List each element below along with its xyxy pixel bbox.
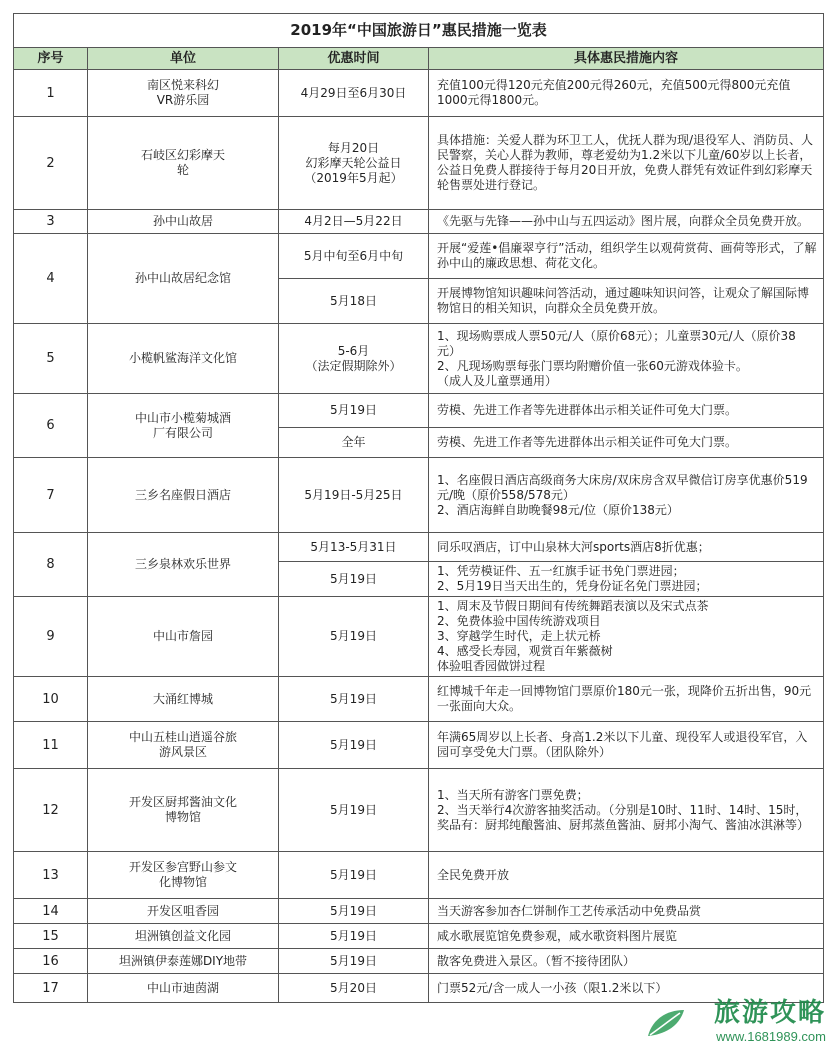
table-row xyxy=(14,533,824,562)
cell-detail: 咸水歌展览馆免费参观，咸水歌资料图片展览 xyxy=(429,924,824,949)
cell-detail: 充值100元得120元充值200元得260元，充值500元得800元充值1000元得1800元。 xyxy=(429,70,824,117)
cell-time: 5月19日 xyxy=(279,769,429,852)
cell-detail: 当天游客参加杏仁饼制作工艺传承活动中免费品赏 xyxy=(429,899,824,924)
cell-no: 3 xyxy=(14,210,88,234)
cell-unit: 开发区厨邦酱油文化 博物馆 xyxy=(88,769,279,852)
cell-time: 5月19日 xyxy=(279,899,429,924)
cell-unit: 南区悦来科幻 VR游乐园 xyxy=(88,70,279,117)
cell-detail: 1、当天所有游客门票免费； 2、当天举行4次游客抽奖活动。（分别是10时、11时、14时、15时，奖品有：厨邦纯酿酱油、厨邦蒸鱼酱油、厨邦小淘气、酱油冰淇淋等） xyxy=(429,769,824,852)
table-row xyxy=(14,324,824,394)
cell-no: 15 xyxy=(14,924,88,949)
cell-detail: 1、凭劳模证件、五一红旗手证书免门票进园； 2、5月19日当天出生的，凭身份证名免门票进园； xyxy=(429,562,824,597)
cell-unit: 大涌红博城 xyxy=(88,677,279,722)
cell-unit: 孙中山故居 xyxy=(88,210,279,234)
header-detail: 具体惠民措施内容 xyxy=(429,48,824,70)
policy-table-frame xyxy=(13,13,823,1003)
cell-time: 5月18日 xyxy=(279,279,429,324)
cell-unit: 中山市迪茵湖 xyxy=(88,974,279,1003)
table-row xyxy=(14,234,824,279)
cell-unit: 坦洲镇创益文化园 xyxy=(88,924,279,949)
cell-time: 5月19日 xyxy=(279,722,429,769)
cell-time: 5月19日 xyxy=(279,597,429,677)
watermark-title: 旅游攻略 xyxy=(713,998,826,1028)
cell-time: 5月19日 xyxy=(279,924,429,949)
cell-no: 2 xyxy=(14,117,88,210)
cell-time: 5月中旬至6月中旬 xyxy=(279,234,429,279)
cell-detail: 劳模、先进工作者等先进群体出示相关证件可免大门票。 xyxy=(429,394,824,428)
cell-time: 5月19日 xyxy=(279,677,429,722)
cell-detail: 1、现场购票成人票50元/人（原价68元）；儿童票30元/人（原价38元） 2、凡现场购票每张门票均附赠价值一张60元游戏体验卡。 （成人及儿童票通用） xyxy=(429,324,824,394)
cell-detail: 散客免费进入景区。（暂不接待团队） xyxy=(429,949,824,974)
cell-unit: 三乡名座假日酒店 xyxy=(88,458,279,533)
cell-no: 13 xyxy=(14,852,88,899)
cell-time: 5月19日 xyxy=(279,562,429,597)
cell-no: 12 xyxy=(14,769,88,852)
cell-no: 11 xyxy=(14,722,88,769)
table-row xyxy=(14,117,824,210)
cell-detail: 红博城千年走一回博物馆门票原价180元一张，现降价五折出售，90元一张面向大众。 xyxy=(429,677,824,722)
cell-no: 17 xyxy=(14,974,88,1003)
table-row xyxy=(14,852,824,899)
cell-unit: 三乡泉林欢乐世界 xyxy=(88,533,279,597)
cell-time: 4月29日至6月30日 xyxy=(279,70,429,117)
header-no: 序号 xyxy=(14,48,88,70)
table-body xyxy=(14,70,824,1003)
cell-unit: 中山市小榄菊城酒 厂有限公司 xyxy=(88,394,279,458)
cell-detail: 1、名座假日酒店高级商务大床房/双床房含双早微信订房享优惠价519元/晚（原价558/578元） 2、酒店海鲜自助晚餐98元/位（原价138元） xyxy=(429,458,824,533)
cell-time: 5-6月 （法定假期除外） xyxy=(279,324,429,394)
table-row xyxy=(14,722,824,769)
watermark xyxy=(714,992,826,1044)
cell-unit: 小榄帆鲨海洋文化馆 xyxy=(88,324,279,394)
cell-detail: 具体措施：关爱人群为环卫工人，优抚人群为现/退役军人、消防员、人民警察，关心人群为教师，尊老爱幼为1.2米以下儿童/60岁以上长者，公益日免费人群接待于每月20日开放，免费人群凭有效证件到幻彩摩天轮售票处进行登记。 xyxy=(429,117,824,210)
cell-unit: 中山市詹园 xyxy=(88,597,279,677)
cell-time: 5月19日 xyxy=(279,394,429,428)
table-row xyxy=(14,677,824,722)
table-row xyxy=(14,597,824,677)
cell-no: 9 xyxy=(14,597,88,677)
table-title: 2019年“中国旅游日”惠民措施一览表 xyxy=(14,14,824,48)
table-row xyxy=(14,949,824,974)
leaf-logo-icon xyxy=(644,1006,688,1040)
table-row xyxy=(14,924,824,949)
header-unit: 单位 xyxy=(88,48,279,70)
policy-table xyxy=(13,13,824,1003)
cell-no: 4 xyxy=(14,234,88,324)
cell-unit: 开发区咀香园 xyxy=(88,899,279,924)
cell-unit: 开发区参宫野山参文 化博物馆 xyxy=(88,852,279,899)
cell-detail: 劳模、先进工作者等先进群体出示相关证件可免大门票。 xyxy=(429,428,824,458)
cell-detail: 开展博物馆知识趣味问答活动，通过趣味知识问答，让观众了解国际博物馆日的相关知识，向群众全员免费开放。 xyxy=(429,279,824,324)
cell-detail: 开展“爱莲•倡廉翠亨行”活动，组织学生以观荷赏荷、画荷等形式，了解孙中山的廉政思想、荷花文化。 xyxy=(429,234,824,279)
cell-no: 5 xyxy=(14,324,88,394)
cell-detail: 同乐叹酒店，订中山泉林大河sports酒店8折优惠； xyxy=(429,533,824,562)
table-row xyxy=(14,458,824,533)
table-row xyxy=(14,769,824,852)
cell-time: 全年 xyxy=(279,428,429,458)
cell-detail: 1、周末及节假日期间有传统舞蹈表演以及宋式点茶 2、免费体验中国传统游戏项目 3、穿越学生时代，走上状元桥 4、感受长寿园，观赏百年紫薇树 体验咀香园做饼过程 xyxy=(429,597,824,677)
cell-unit: 坦洲镇伊泰莲娜DIY地带 xyxy=(88,949,279,974)
cell-time: 5月20日 xyxy=(279,974,429,1003)
cell-time: 5月13-5月31日 xyxy=(279,533,429,562)
header-time: 优惠时间 xyxy=(279,48,429,70)
cell-time: 5月19日-5月25日 xyxy=(279,458,429,533)
cell-no: 8 xyxy=(14,533,88,597)
table-row xyxy=(14,210,824,234)
cell-no: 1 xyxy=(14,70,88,117)
cell-no: 14 xyxy=(14,899,88,924)
cell-unit: 石岐区幻彩摩天 轮 xyxy=(88,117,279,210)
cell-time: 5月19日 xyxy=(279,949,429,974)
table-row xyxy=(14,974,824,1003)
table-row xyxy=(14,70,824,117)
cell-unit: 中山五桂山逍遥谷旅 游风景区 xyxy=(88,722,279,769)
table-row xyxy=(14,394,824,428)
cell-detail: 门票52元/含一成人一小孩（限1.2米以下） xyxy=(429,974,824,1003)
cell-unit: 孙中山故居纪念馆 xyxy=(88,234,279,324)
cell-detail: 《先驱与先锋——孙中山与五四运动》图片展，向群众全员免费开放。 xyxy=(429,210,824,234)
cell-no: 7 xyxy=(14,458,88,533)
cell-time: 4月2日—5月22日 xyxy=(279,210,429,234)
table-row xyxy=(14,899,824,924)
cell-no: 10 xyxy=(14,677,88,722)
cell-time: 5月19日 xyxy=(279,852,429,899)
cell-detail: 全民免费开放 xyxy=(429,852,824,899)
cell-time: 每月20日 幻彩摩天轮公益日 （2019年5月起） xyxy=(279,117,429,210)
watermark-url: www.1681989.com xyxy=(716,1029,826,1044)
header-row xyxy=(14,48,824,70)
cell-detail: 年满65周岁以上长者、身高1.2米以下儿童、现役军人或退役军官，入园可享受免大门票。（团队除外） xyxy=(429,722,824,769)
cell-no: 16 xyxy=(14,949,88,974)
cell-no: 6 xyxy=(14,394,88,458)
